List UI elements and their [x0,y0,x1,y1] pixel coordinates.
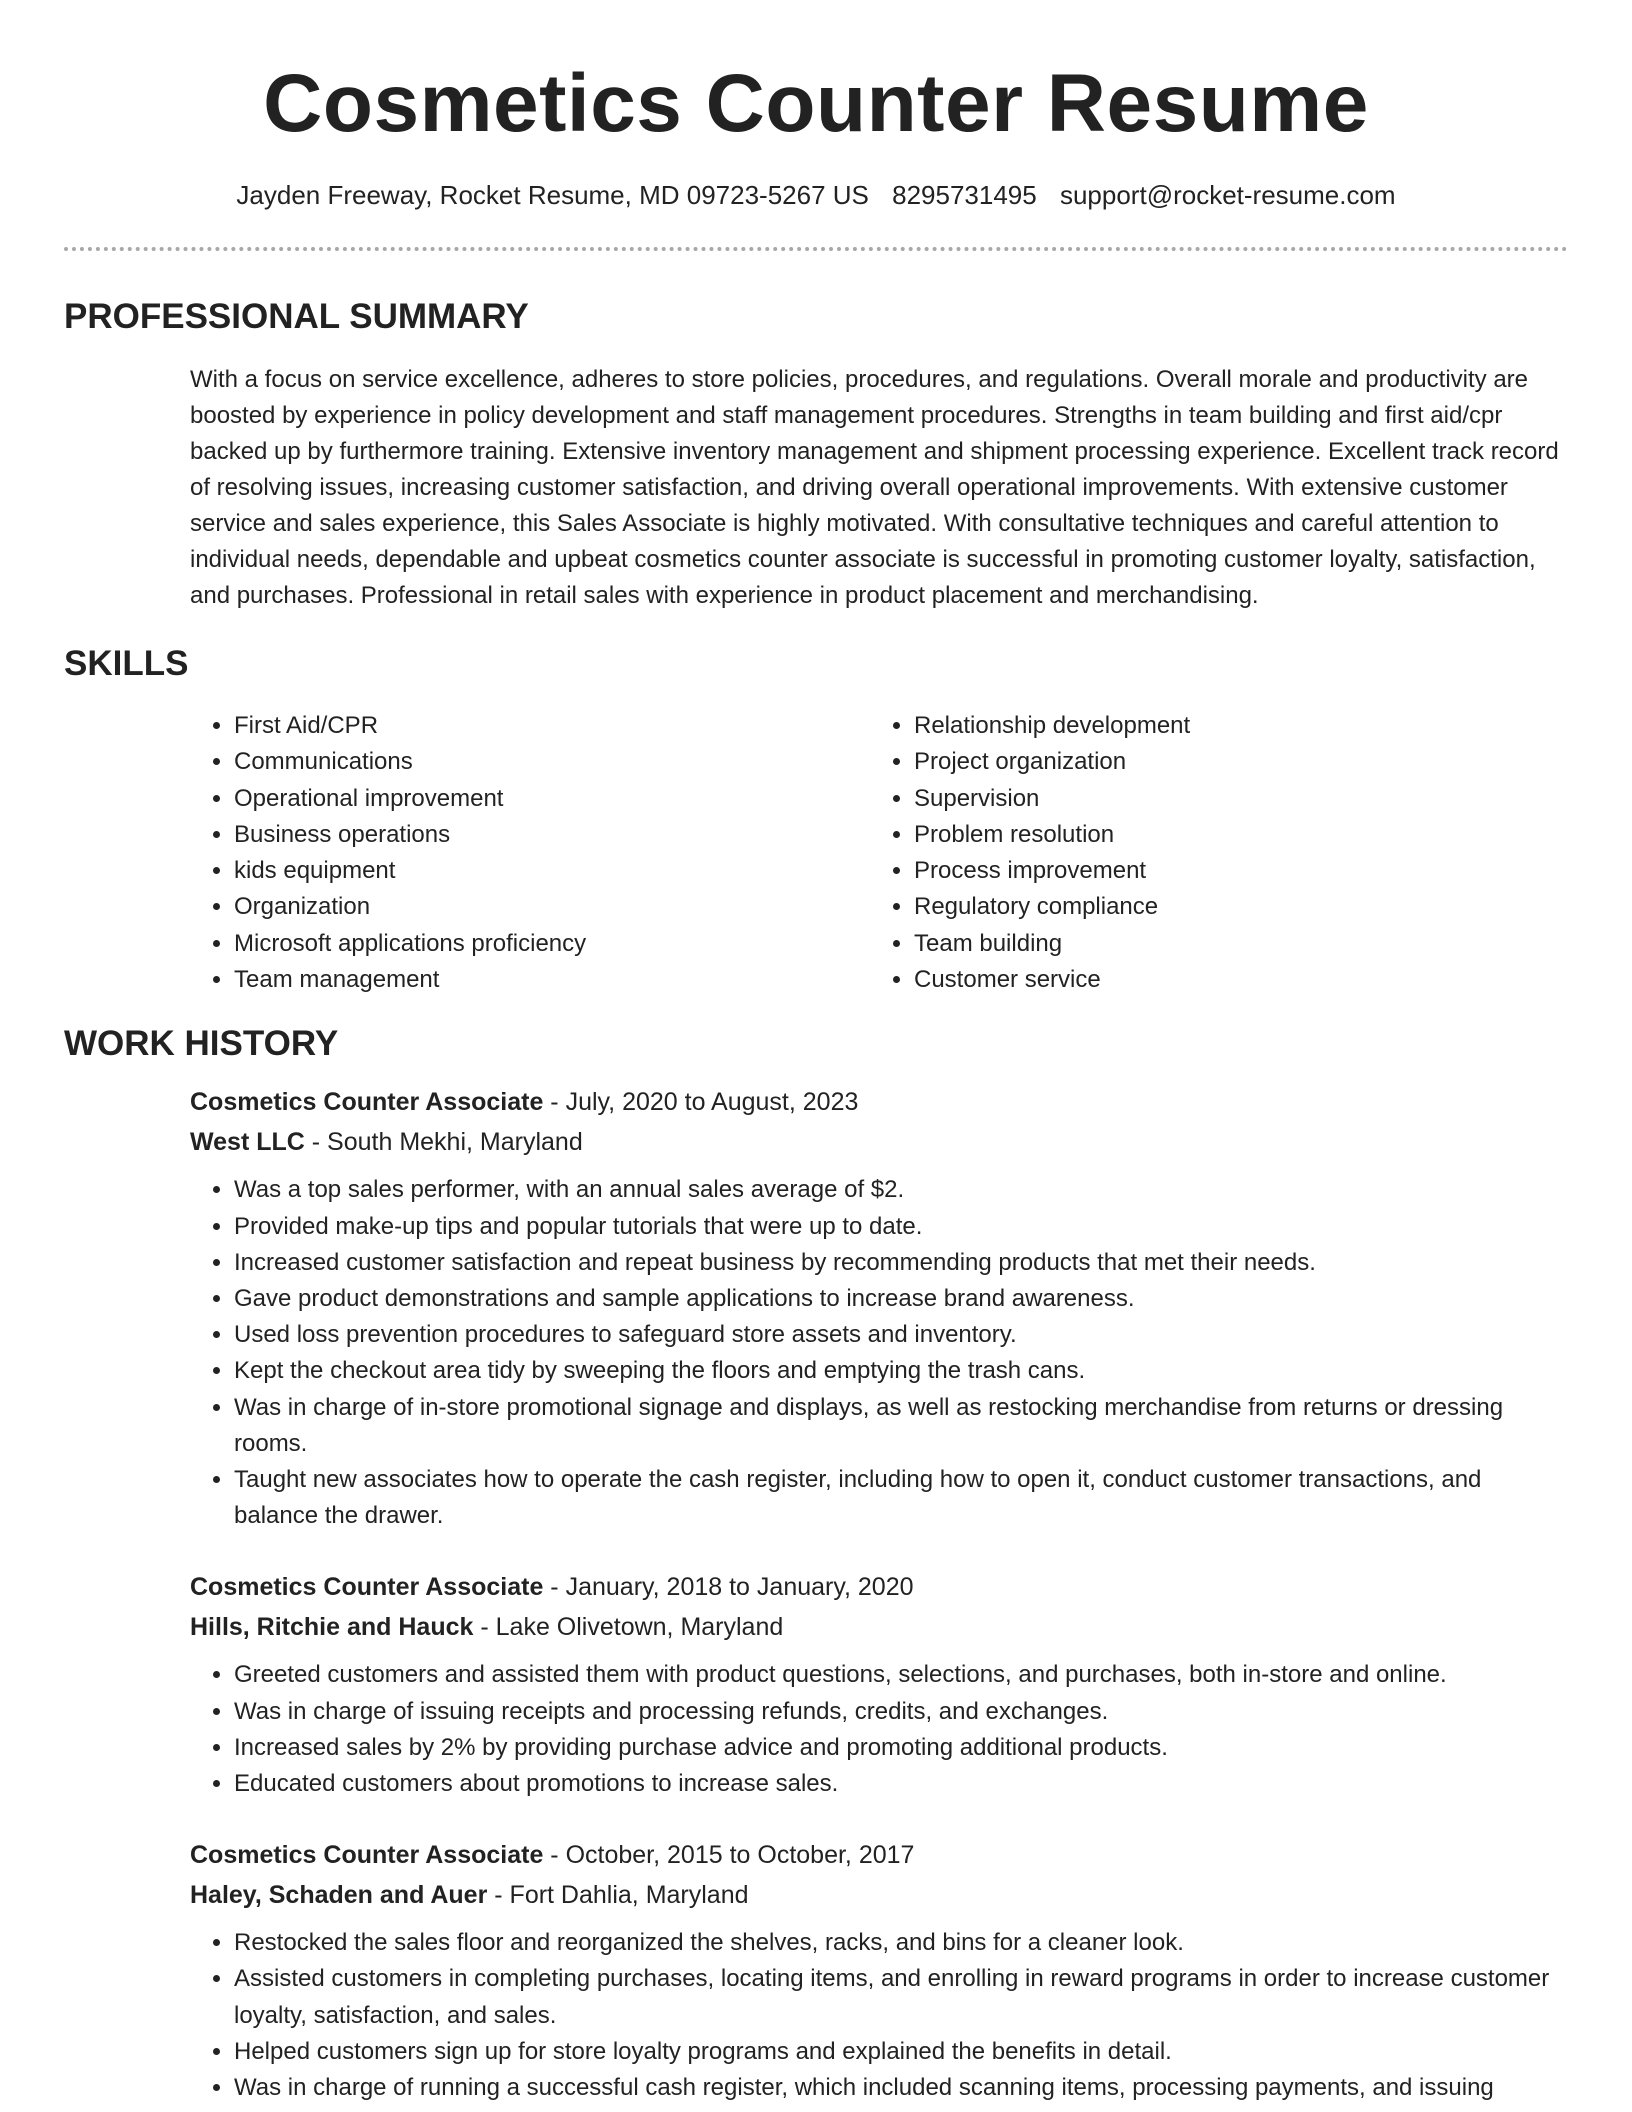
job-company: Hills, Ritchie and Hauck [190,1613,474,1642]
skill-item: • Project organization [914,744,1554,780]
job-company-line [190,1122,1568,1162]
professional-summary-text: With a focus on service excellence, adheres to store policies, procedures, and regulations. Overall morale and productivity are boosted by experience in policy development and staff management procedures. Strengths in team building and first aid/cpr backed up by furthermore training. Extensive inventory management and shipment processing experience. Excellent track record of resolving issues, increasing customer satisfaction, and driving overall operational improvements. With extensive customer service and sales experience, this Sales Associate is highly motivated. With consultative techniques and careful attention to individual needs, dependable and upbeat cosmetics counter associate is successful in promoting customer loyalty, satisfaction, and purchases. Professional in retail sales with experience in product placement and merchandising. [190,366,1559,609]
professional-summary-section [64,295,1568,614]
skill-item: • Process improvement [914,853,1554,889]
job-title: Cosmetics Counter Associate [190,1088,544,1117]
skill-item: • First Aid/CPR [234,708,870,744]
job-title-line [190,1835,1568,1875]
skill-item: • Microsoft applications proficiency [234,926,870,962]
job-bullet: • Restocked the sales floor and reorganized the shelves, racks, and bins for a cleaner look. [234,1925,1568,1961]
job-bullet: • Taught new associates how to operate the cash register, including how to open it, conduct customer transactions, and balance the drawer. [234,1462,1568,1534]
skills-heading: SKILLS [64,644,189,683]
job-company: Haley, Schaden and Auer [190,1881,488,1910]
job-location: - Lake Olivetown, Maryland [473,1613,784,1642]
job-bullets [190,1172,1568,1534]
skill-item: • Business operations [234,817,870,853]
work-history-heading: WORK HISTORY [64,1024,339,1064]
job-bullets [190,1657,1568,1802]
job-bullet: • Increased customer satisfaction and repeat business by recommending products that met their needs. [234,1245,1568,1281]
job-bullet: • Increased sales by 2% by providing purchase advice and promoting additional products. [234,1730,1568,1766]
job-bullet: • Was a top sales performer, with an annual sales average of $2. [234,1172,1568,1208]
resume-title: Cosmetics Counter Resume [263,58,1369,149]
job-title-line [190,1567,1568,1607]
job-bullet: • Was in charge of issuing receipts and processing refunds, credits, and exchanges. [234,1694,1568,1730]
job-company-line [190,1607,1568,1647]
header-divider [64,247,1568,251]
job-bullet: • Kept the checkout area tidy by sweeping the floors and emptying the trash cans. [234,1353,1568,1389]
job-title-line [190,1082,1568,1122]
job-bullet: • Was in charge of in-store promotional signage and displays, as well as restocking merchandise from returns or dressing rooms. [234,1390,1568,1462]
contact-address: Jayden Freeway, Rocket Resume, MD 09723-5267 US [236,180,869,210]
job-entry [190,1567,1568,1802]
skill-item: • Team building [914,926,1554,962]
work-history-section [64,1022,1568,2106]
job-company-line [190,1875,1568,1915]
job-bullet: • Greeted customers and assisted them with product questions, selections, and purchases, both in-store and online. [234,1657,1568,1693]
job-location: - Fort Dahlia, Maryland [487,1881,749,1910]
skill-item: • Organization [234,889,870,925]
skills-column-left [190,708,870,998]
job-bullet: • Provided make-up tips and popular tutorials that were up to date. [234,1209,1568,1245]
job-entry [190,1082,1568,1534]
skill-item: • Supervision [914,781,1554,817]
job-title: Cosmetics Counter Associate [190,1841,544,1870]
job-bullet: • Helped customers sign up for store loyalty programs and explained the benefits in detail. [234,2034,1568,2070]
job-bullet: • Educated customers about promotions to increase sales. [234,1766,1568,1802]
job-dates: - October, 2015 to October, 2017 [543,1841,915,1870]
job-entry [190,1835,1568,2106]
skills-section [64,642,1568,998]
job-bullet: • Was in charge of running a successful cash register, which included scanning items, processing payments, and issuing [234,2070,1568,2106]
contact-phone: 8295731495 [892,180,1037,210]
skill-item: • Operational improvement [234,781,870,817]
skills-column-right [870,708,1554,998]
job-dates: - January, 2018 to January, 2020 [543,1573,914,1602]
job-bullet: • Assisted customers in completing purchases, locating items, and enrolling in reward programs in order to increase customer loyalty, satisfaction, and sales. [234,1961,1568,2033]
job-bullets [190,1925,1568,2106]
job-bullet: • Used loss prevention procedures to safeguard store assets and inventory. [234,1317,1568,1353]
job-dates: - July, 2020 to August, 2023 [543,1088,859,1117]
skills-list [190,708,1568,998]
skill-item: • Regulatory compliance [914,889,1554,925]
contact-email: support@rocket-resume.com [1059,180,1396,210]
skill-item: • Relationship development [914,708,1554,744]
job-bullet: • Gave product demonstrations and sample applications to increase brand awareness. [234,1281,1568,1317]
skill-item: • Team management [234,962,870,998]
job-title: Cosmetics Counter Associate [190,1573,544,1602]
job-company: West LLC [190,1128,305,1157]
contact-info [0,178,1632,212]
skill-item: • Problem resolution [914,817,1554,853]
job-location: - South Mekhi, Maryland [304,1128,583,1157]
professional-summary-heading: PROFESSIONAL SUMMARY [64,297,529,336]
skill-item: • Customer service [914,962,1554,998]
skill-item: • kids equipment [234,853,870,889]
skill-item: • Communications [234,744,870,780]
